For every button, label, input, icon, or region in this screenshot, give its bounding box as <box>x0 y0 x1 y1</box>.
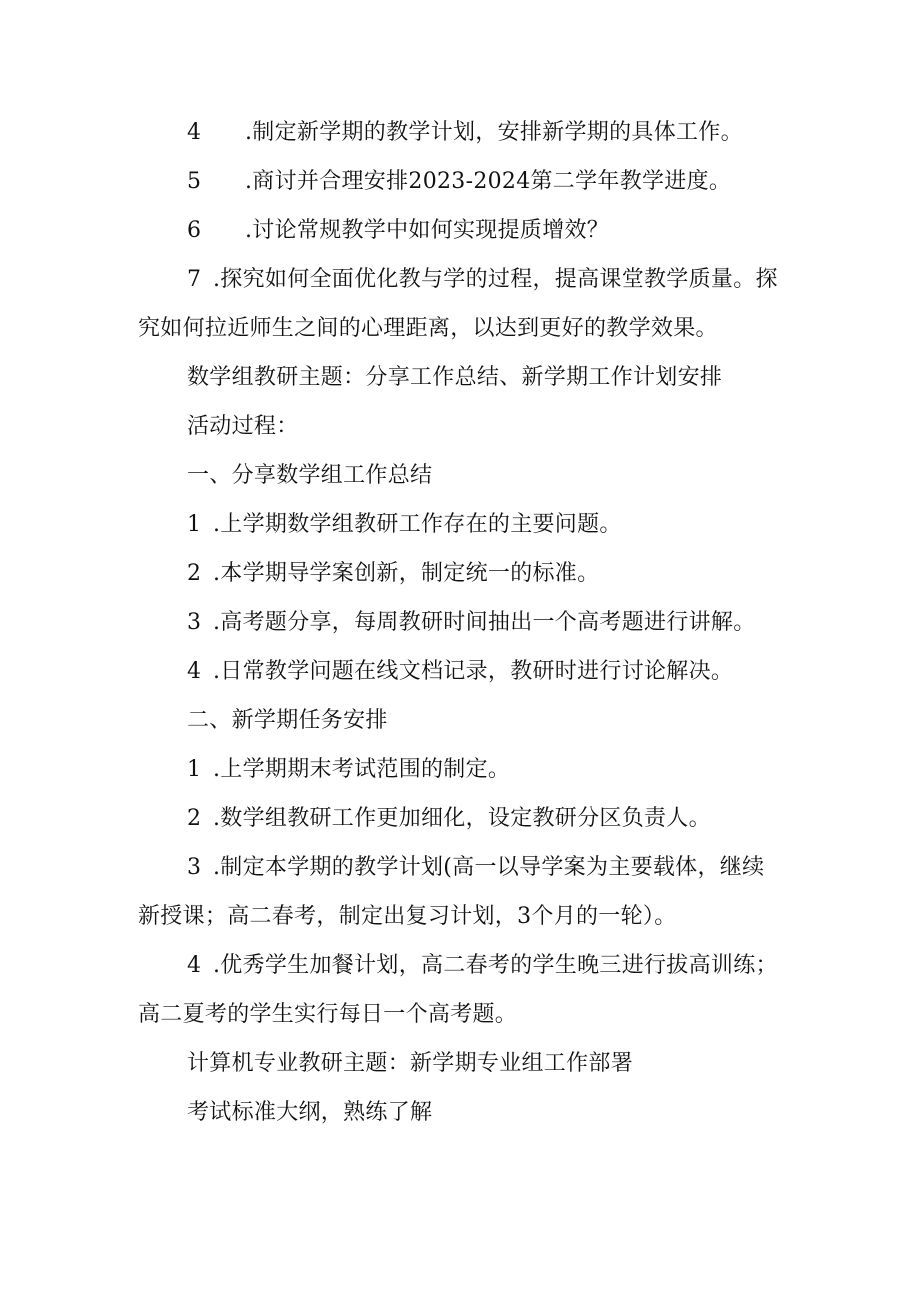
item-text: .数学组教研工作更加细化，设定教研分区负责人。 <box>213 806 711 831</box>
paragraph-continuation: 究如何拉近师生之间的心理距离，以达到更好的教学效果。 <box>138 316 718 341</box>
item-text: .高考题分享，每周教研时间抽出一个高考题进行讲解。 <box>213 610 756 635</box>
list-item-1 <box>187 755 510 785</box>
item-text: .优秀学生加餐计划，高二春考的学生晚三进行拔高训练； <box>213 953 778 978</box>
list-item-6 <box>187 216 609 246</box>
section-topic-computer: 计算机专业教研主题：新学期专业组工作部署 <box>187 1051 634 1076</box>
paragraph-continuation: 新授课；高二春考，制定出复习计划，3个月的一轮）。 <box>138 904 677 929</box>
item-number: 1 <box>187 757 202 782</box>
section-heading-2: 二、新学期任务安排 <box>187 708 388 733</box>
list-item-5 <box>187 167 731 197</box>
list-item-1 <box>187 510 622 540</box>
item-text: .商讨并合理安排2023-2024第二学年教学进度。 <box>245 169 732 194</box>
item-number: 4 <box>187 953 202 978</box>
list-item-7 <box>187 265 778 295</box>
list-item-4 <box>187 657 733 687</box>
section-heading-1: 一、分享数学组工作总结 <box>187 463 433 488</box>
item-text: .上学期期末考试范围的制定。 <box>213 757 511 782</box>
item-number: 4 <box>187 659 202 684</box>
item-number: 7 <box>187 267 202 292</box>
item-text: .本学期导学案创新，制定统一的标准。 <box>213 561 600 586</box>
item-text: .上学期数学组教研工作存在的主要问题。 <box>213 512 622 537</box>
item-number: 3 <box>187 855 202 880</box>
item-text: .探究如何全面优化教与学的过程，提高课堂教学质量。探 <box>213 267 778 292</box>
exam-outline-line: 考试标准大纲，熟练了解 <box>187 1100 433 1125</box>
item-text: .讨论常规教学中如何实现提质增效？ <box>245 218 610 243</box>
item-number: 1 <box>187 512 202 537</box>
item-text: .制定本学期的教学计划(高一以导学案为主要载体，继续 <box>213 855 765 880</box>
item-number: 2 <box>187 806 202 831</box>
list-item-4 <box>187 118 743 148</box>
item-number: 4 <box>187 120 202 145</box>
list-item-3 <box>187 608 756 638</box>
item-number: 5 <box>187 169 202 194</box>
item-text: .制定新学期的教学计划，安排新学期的具体工作。 <box>245 120 743 145</box>
item-number: 3 <box>187 610 202 635</box>
list-item-3 <box>187 853 764 883</box>
paragraph-continuation: 高二夏考的学生实行每日一个高考题。 <box>138 1002 518 1027</box>
item-number: 6 <box>187 218 202 243</box>
section-topic-math: 数学组教研主题：分享工作总结、新学期工作计划安排 <box>187 365 723 390</box>
item-number: 2 <box>187 561 202 586</box>
activity-process-label: 活动过程： <box>187 414 299 439</box>
list-item-2 <box>187 804 711 834</box>
list-item-4 <box>187 951 778 981</box>
item-text: .日常教学问题在线文档记录，教研时进行讨论解决。 <box>213 659 734 684</box>
list-item-2 <box>187 559 599 589</box>
